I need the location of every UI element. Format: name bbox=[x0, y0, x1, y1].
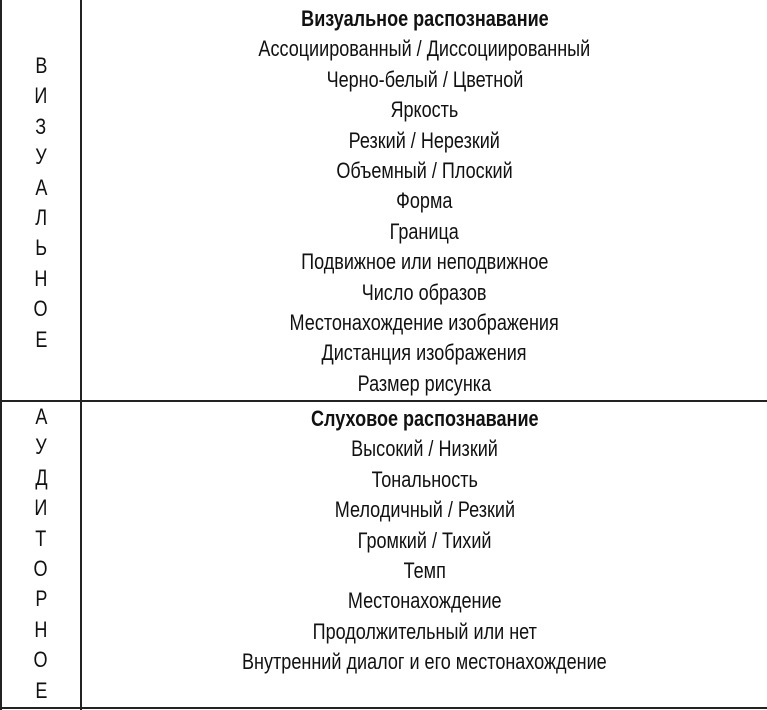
vertical-letter: У bbox=[35, 434, 47, 460]
list-item: Размер рисунка bbox=[357, 370, 492, 396]
visual-vertical-label bbox=[2, 51, 80, 355]
list-item: Дистанция изображения bbox=[321, 340, 528, 366]
table-border-bottom bbox=[0, 707, 767, 709]
list-item: Местонахождение bbox=[347, 588, 502, 614]
list-item: Число образов bbox=[362, 279, 487, 305]
visual-list bbox=[82, 4, 767, 399]
vertical-letter: Е bbox=[34, 326, 48, 352]
vertical-letter: И bbox=[34, 83, 48, 109]
vertical-letter: Е bbox=[34, 677, 48, 703]
vertical-letter: Л bbox=[35, 204, 47, 230]
auditory-heading: Слуховое распознавание bbox=[310, 406, 539, 431]
list-item: Объемный / Плоский bbox=[336, 157, 513, 183]
vertical-letter: Д bbox=[34, 464, 48, 490]
auditory-list bbox=[82, 404, 767, 678]
list-item: Темп bbox=[403, 557, 446, 583]
list-item: Высокий / Низкий bbox=[351, 436, 498, 462]
vertical-letter: Т bbox=[35, 525, 47, 551]
list-item: Внутренний диалог и его местонахождение bbox=[242, 649, 607, 675]
auditory-vertical-label bbox=[2, 402, 80, 706]
vertical-letter: О bbox=[33, 555, 49, 581]
table-row-divider bbox=[0, 400, 767, 402]
list-item: Продолжительный или нет bbox=[312, 618, 537, 644]
list-item: Граница bbox=[389, 218, 460, 244]
visual-heading: Визуальное распознавание bbox=[300, 6, 549, 31]
list-item: Тональность bbox=[371, 466, 478, 492]
vertical-letter: Н bbox=[34, 265, 48, 291]
vertical-letter: Н bbox=[34, 616, 48, 642]
list-item: Подвижное или неподвижное bbox=[300, 249, 549, 275]
list-item: Яркость bbox=[390, 97, 459, 123]
vertical-letter: О bbox=[33, 647, 49, 673]
list-item: Местонахождение изображения bbox=[289, 309, 560, 335]
list-item: Ассоциированный / Диссоциированный bbox=[258, 36, 591, 62]
vertical-letter: О bbox=[33, 296, 49, 322]
vertical-letter: З bbox=[35, 113, 47, 139]
vertical-letter: А bbox=[34, 174, 48, 200]
vertical-letter: У bbox=[35, 144, 47, 170]
list-item: Громкий / Тихий bbox=[357, 527, 492, 553]
vertical-letter: И bbox=[34, 495, 48, 521]
list-item: Форма bbox=[396, 188, 453, 214]
vertical-letter: В bbox=[34, 53, 48, 78]
vertical-letter: Р bbox=[34, 586, 48, 612]
list-item: Мелодичный / Резкий bbox=[334, 497, 515, 523]
list-item: Черно-белый / Цветной bbox=[326, 66, 523, 92]
vertical-letter: Ь bbox=[35, 235, 47, 261]
vertical-letter: А bbox=[34, 404, 48, 429]
list-item: Резкий / Нерезкий bbox=[348, 127, 501, 153]
